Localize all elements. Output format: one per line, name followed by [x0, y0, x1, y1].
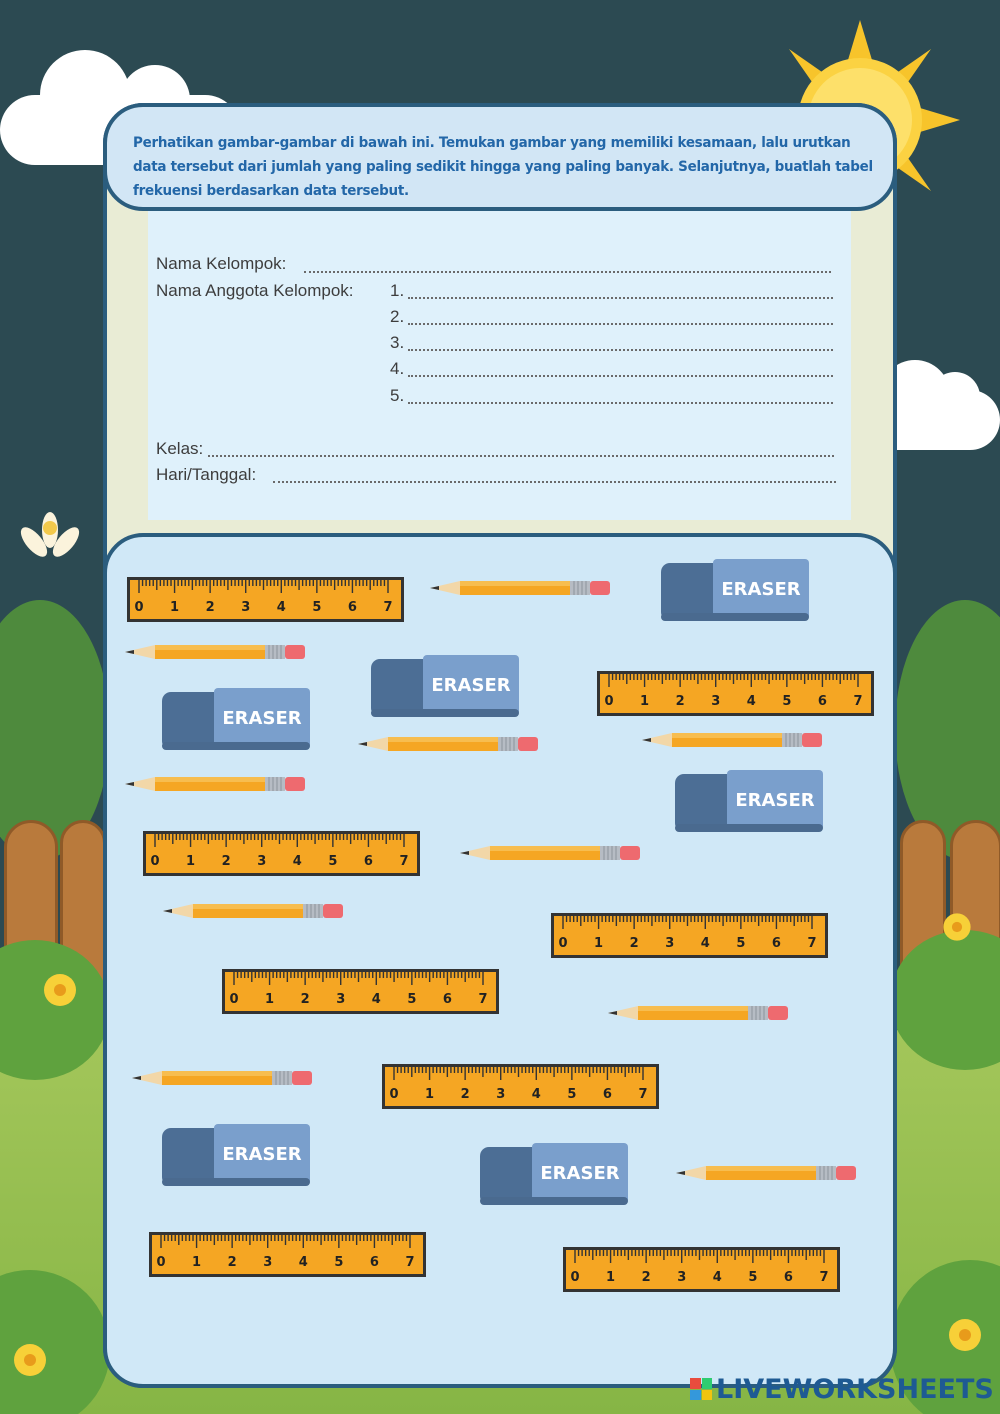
- ruler-tick-label: 1: [640, 694, 650, 709]
- object-eraser[interactable]: [675, 768, 825, 841]
- group-name-label: Nama Kelompok:: [156, 254, 287, 273]
- daisy-flower-icon: [20, 510, 80, 590]
- ruler-tick-label: 6: [369, 1255, 379, 1270]
- pencil-icon: [642, 730, 824, 750]
- pencil-icon: [132, 1068, 314, 1088]
- object-ruler[interactable]: [149, 1232, 426, 1282]
- pencil-icon: [125, 774, 307, 794]
- ruler-tick-label: 6: [771, 936, 781, 951]
- class-label: Kelas:: [156, 439, 204, 458]
- ruler-tick-label: 6: [442, 992, 452, 1007]
- pencil-icon: [430, 578, 612, 598]
- ruler-tick-label: 0: [558, 936, 568, 951]
- object-ruler[interactable]: [127, 577, 404, 627]
- ruler-tick-label: 7: [478, 992, 488, 1007]
- object-eraser[interactable]: [162, 1122, 312, 1195]
- eraser-label: ERASER: [222, 1144, 302, 1165]
- object-pencil[interactable]: [125, 774, 307, 799]
- left-foliage: [0, 600, 110, 860]
- eraser-label: ERASER: [540, 1163, 620, 1184]
- eraser-icon: [661, 557, 811, 625]
- member-number: 1.: [390, 281, 405, 300]
- ruler: [382, 1064, 659, 1109]
- ruler-tick-label: 7: [819, 1270, 829, 1285]
- ruler-tick-label: 7: [399, 854, 409, 869]
- object-pencil[interactable]: [642, 730, 824, 755]
- ruler-tick-label: 3: [336, 992, 346, 1007]
- ruler-tick-label: 4: [531, 1087, 541, 1102]
- object-pencil[interactable]: [125, 642, 307, 667]
- ruler-tick-label: 0: [229, 992, 239, 1007]
- ruler-tick-label: 6: [817, 694, 827, 709]
- ruler-tick-label: 2: [227, 1255, 237, 1270]
- ruler-tick-label: 3: [665, 936, 675, 951]
- object-pencil[interactable]: [676, 1163, 858, 1188]
- yellow-flower-icon: [40, 970, 80, 1010]
- ruler-tick-label: 3: [711, 694, 721, 709]
- ruler: [222, 969, 499, 1014]
- object-eraser[interactable]: [162, 686, 312, 759]
- eraser-label: ERASER: [735, 790, 815, 811]
- eraser-label: ERASER: [431, 675, 511, 696]
- ruler-tick-label: 7: [638, 1087, 648, 1102]
- ruler-tick-label: 6: [783, 1270, 793, 1285]
- ruler-tick-label: 3: [496, 1087, 506, 1102]
- pencil-icon: [676, 1163, 858, 1183]
- class-field[interactable]: [208, 455, 834, 457]
- ruler-tick-label: 0: [156, 1255, 166, 1270]
- ruler-tick-label: 2: [300, 992, 310, 1007]
- ruler-tick-label: 1: [186, 854, 196, 869]
- ruler-tick-label: 5: [312, 600, 322, 615]
- ruler-tick-label: 6: [363, 854, 373, 869]
- date-label: Hari/Tanggal:: [156, 465, 257, 484]
- object-eraser[interactable]: [480, 1141, 630, 1214]
- object-pencil[interactable]: [132, 1068, 314, 1093]
- ruler-tick-label: 3: [677, 1270, 687, 1285]
- yellow-flower-icon: [10, 1340, 50, 1380]
- member-number: 3.: [390, 333, 405, 352]
- ruler: [149, 1232, 426, 1277]
- ruler: [143, 831, 420, 876]
- ruler-tick-label: 5: [567, 1087, 577, 1102]
- members-label: Nama Anggota Kelompok:: [156, 281, 354, 300]
- eraser-label: ERASER: [721, 579, 801, 600]
- ruler: [563, 1247, 840, 1292]
- ruler-tick-label: 2: [629, 936, 639, 951]
- member-2-field[interactable]: [408, 323, 833, 325]
- ruler-tick-label: 7: [383, 600, 393, 615]
- ruler-tick-label: 6: [347, 600, 357, 615]
- ruler-tick-label: 4: [276, 600, 286, 615]
- ruler-tick-label: 0: [389, 1087, 399, 1102]
- eraser-icon: [162, 1122, 312, 1190]
- member-5-field[interactable]: [408, 402, 833, 404]
- pencil-icon: [358, 734, 540, 754]
- ruler-tick-label: 4: [292, 854, 302, 869]
- eraser-icon: [371, 653, 521, 721]
- object-ruler[interactable]: [382, 1064, 659, 1114]
- pencil-icon: [125, 642, 307, 662]
- object-pencil[interactable]: [608, 1003, 790, 1028]
- ruler-tick-label: 2: [675, 694, 685, 709]
- ruler-tick-label: 2: [641, 1270, 651, 1285]
- ruler-tick-label: 4: [700, 936, 710, 951]
- object-pencil[interactable]: [163, 901, 345, 926]
- object-ruler[interactable]: [551, 913, 828, 963]
- ruler-tick-label: 5: [328, 854, 338, 869]
- object-eraser[interactable]: [661, 557, 811, 630]
- eraser-label: ERASER: [222, 708, 302, 729]
- object-pencil[interactable]: [430, 578, 612, 603]
- pencil-icon: [608, 1003, 790, 1023]
- ruler-tick-label: 5: [748, 1270, 758, 1285]
- instruction-text: Perhatikan gambar-gambar di bawah ini. Temukan gambar yang memiliki kesamaan, lalu urutkan data tersebut dari jumlah yang paling sedikit hingga yang paling banyak. Selanjutnya, buatlah tabel frekuensi berdasarkan data tersebut.: [133, 135, 873, 199]
- ruler-tick-label: 2: [221, 854, 231, 869]
- member-number: 4.: [390, 359, 405, 378]
- watermark-text: LIVEWORKSHEETS: [716, 1373, 994, 1405]
- liveworksheets-logo-icon: [690, 1378, 712, 1400]
- ruler: [127, 577, 404, 622]
- ruler: [597, 671, 874, 716]
- eraser-icon: [162, 686, 312, 754]
- object-pencil[interactable]: [358, 734, 540, 759]
- group-name-field[interactable]: [304, 271, 831, 273]
- liveworksheets-logo: [690, 1373, 994, 1405]
- pencil-icon: [460, 843, 642, 863]
- ruler-tick-label: 4: [712, 1270, 722, 1285]
- ruler-tick-label: 5: [736, 936, 746, 951]
- ruler-tick-label: 2: [205, 600, 215, 615]
- object-eraser[interactable]: [371, 653, 521, 726]
- member-number: 5.: [390, 386, 405, 405]
- eraser-icon: [675, 768, 825, 836]
- ruler-tick-label: 1: [606, 1270, 616, 1285]
- ruler-tick-label: 4: [746, 694, 756, 709]
- object-pencil[interactable]: [460, 843, 642, 868]
- ruler-tick-label: 1: [192, 1255, 202, 1270]
- ruler-tick-label: 5: [334, 1255, 344, 1270]
- object-ruler[interactable]: [563, 1247, 840, 1297]
- ruler-tick-label: 7: [807, 936, 817, 951]
- ruler-tick-label: 1: [170, 600, 180, 615]
- yellow-flower-icon: [945, 1315, 985, 1355]
- ruler-tick-label: 0: [604, 694, 614, 709]
- ruler-tick-label: 3: [241, 600, 251, 615]
- instruction-box: [103, 103, 897, 211]
- ruler-tick-label: 1: [594, 936, 604, 951]
- object-ruler[interactable]: [222, 969, 499, 1019]
- ruler-tick-label: 5: [782, 694, 792, 709]
- yellow-flower-icon: [940, 910, 974, 944]
- ruler-tick-label: 3: [263, 1255, 273, 1270]
- ruler-tick-label: 0: [570, 1270, 580, 1285]
- identity-form: [148, 210, 851, 520]
- object-ruler[interactable]: [597, 671, 874, 721]
- ruler-tick-label: 3: [257, 854, 267, 869]
- member-number: 2.: [390, 307, 405, 326]
- object-ruler[interactable]: [143, 831, 420, 881]
- ruler-tick-label: 4: [371, 992, 381, 1007]
- member-3-field[interactable]: [408, 349, 833, 351]
- member-4-field[interactable]: [408, 375, 833, 377]
- pencil-icon: [163, 901, 345, 921]
- ruler-tick-label: 2: [460, 1087, 470, 1102]
- ruler-tick-label: 1: [425, 1087, 435, 1102]
- ruler-tick-label: 4: [298, 1255, 308, 1270]
- ruler-tick-label: 0: [150, 854, 160, 869]
- ruler-tick-label: 7: [853, 694, 863, 709]
- ruler-tick-label: 0: [134, 600, 144, 615]
- eraser-icon: [480, 1141, 630, 1209]
- ruler-tick-label: 6: [602, 1087, 612, 1102]
- ruler: [551, 913, 828, 958]
- member-1-field[interactable]: [408, 297, 833, 299]
- ruler-tick-label: 1: [265, 992, 275, 1007]
- ruler-tick-label: 7: [405, 1255, 415, 1270]
- date-field[interactable]: [273, 481, 836, 483]
- ruler-tick-label: 5: [407, 992, 417, 1007]
